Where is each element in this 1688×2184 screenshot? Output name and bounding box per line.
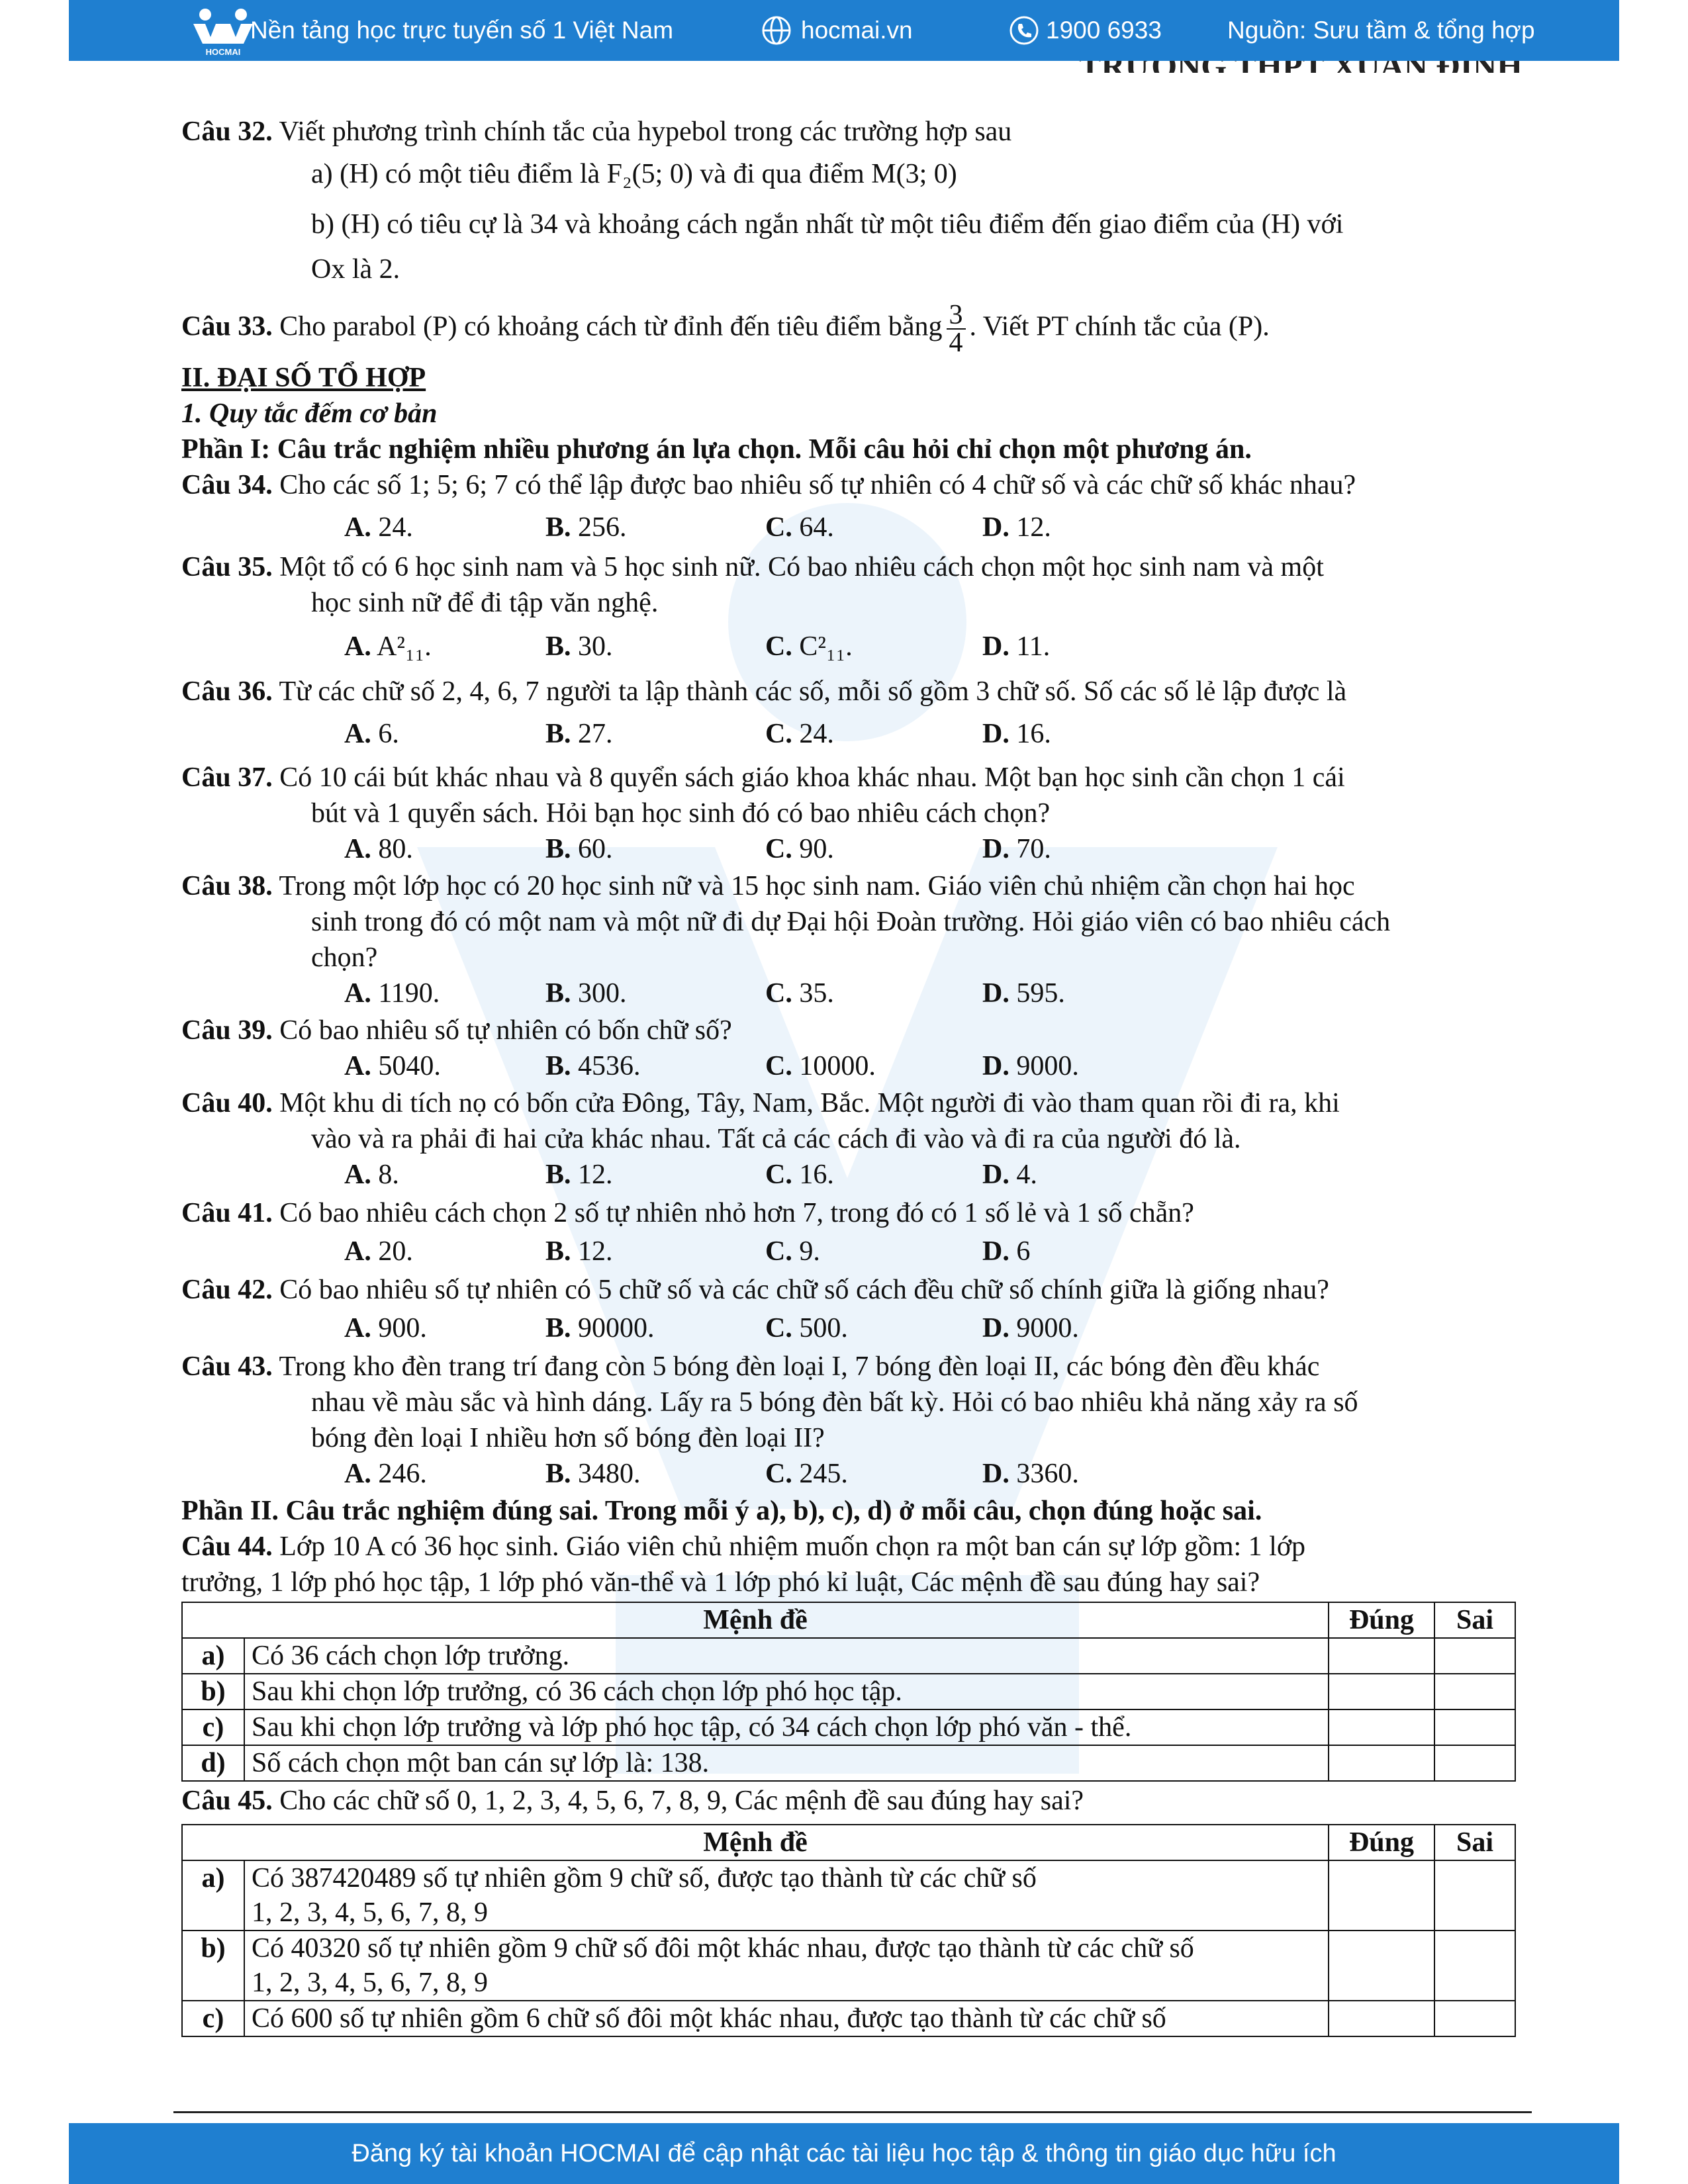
answer-options (181, 831, 1519, 867)
sai-cell[interactable] (1434, 1709, 1515, 1745)
option-d[interactable]: D. 11. (982, 631, 1051, 662)
footer-banner[interactable] (69, 2123, 1619, 2184)
option-b[interactable]: B. 3480. (545, 1459, 641, 1489)
option-c[interactable]: C. 500. (765, 1313, 848, 1343)
option-b[interactable]: B. 12. (545, 1236, 613, 1267)
option-a[interactable]: A. 20. (344, 1236, 413, 1267)
option-c[interactable]: C. 90. (765, 834, 834, 864)
answer-options (181, 510, 1519, 545)
answer-options (181, 1456, 1519, 1492)
option-d[interactable]: D. 9000. (982, 1051, 1079, 1081)
col-menh-de: Mệnh đề (182, 1825, 1329, 1860)
answer-options (181, 629, 1519, 664)
answer-options (181, 976, 1519, 1011)
option-d[interactable]: D. 16. (982, 719, 1051, 749)
table-row: b) Sau khi chọn lớp trưởng, có 36 cách chọn lớp phó học tập. (182, 1674, 1515, 1709)
sai-cell[interactable] (1434, 2001, 1515, 2036)
tagline: Nền tảng học trực tuyến số 1 Việt Nam (250, 17, 674, 44)
dung-cell[interactable] (1329, 1674, 1434, 1709)
part-1-heading: Phần I: Câu trắc nghiệm nhiều phương án lựa chọn. Mỗi câu hỏi chỉ chọn một phương án. (181, 434, 1252, 465)
answer-options (181, 1048, 1519, 1084)
option-d[interactable]: D. 70. (982, 834, 1051, 864)
source-text: Nguồn: Sưu tầm & tổng hợp (1227, 17, 1535, 44)
option-a[interactable]: A. 80. (344, 834, 413, 864)
option-c[interactable]: C. 10000. (765, 1051, 876, 1081)
option-b[interactable]: B. 60. (545, 834, 613, 864)
option-a[interactable]: A. 24. (344, 512, 413, 543)
dung-cell[interactable] (1329, 1745, 1434, 1781)
option-c[interactable]: C. C²₁₁. (765, 631, 853, 662)
question-41: Câu 41. Có bao nhiêu cách chọn 2 số tự nhiên nhỏ hơn 7, trong đó có 1 số lẻ và 1 số chẵn? (181, 1198, 1194, 1228)
option-b[interactable]: B. 300. (545, 978, 627, 1009)
option-a[interactable]: A. 8. (344, 1160, 399, 1190)
col-sai: Sai (1434, 1602, 1515, 1638)
q43-line2: nhau về màu sắc và hình dáng. Lấy ra 5 bóng đèn bất kỳ. Hỏi có bao nhiêu khả năng xảy ra số (311, 1387, 1358, 1418)
table-row: a) Có 387420489 số tự nhiên gồm 9 chữ số, được tạo thành từ các chữ số 1, 2, 3, 4, 5, 6, 7, 8, 9 (182, 1860, 1515, 1931)
q40-line2: vào và ra phải đi hai cửa khác nhau. Tất cả các cách đi vào và đi ra của người đó là. (311, 1124, 1241, 1154)
question-40: Câu 40. Một khu di tích nọ có bốn cửa Đông, Tây, Nam, Bắc. Một người đi vào tham quan rồi đi ra, khi (181, 1088, 1340, 1118)
table-row: b) Có 40320 số tự nhiên gồm 9 chữ số đôi một khác nhau, được tạo thành từ các chữ số 1, 2, 3, 4, 5, 6, 7, 8, 9 (182, 1931, 1515, 2001)
option-d[interactable]: D. 9000. (982, 1313, 1079, 1343)
website-link[interactable] (761, 0, 913, 61)
question-39: Câu 39. Có bao nhiêu số tự nhiên có bốn chữ số? (181, 1015, 732, 1046)
option-d[interactable]: D. 3360. (982, 1459, 1079, 1489)
q32-part-b-line1: b) (H) có tiêu cự là 34 và khoảng cách ngắn nhất từ một tiêu điểm đến giao điểm của (H) với (311, 209, 1344, 240)
option-a[interactable]: A. 246. (344, 1459, 427, 1489)
globe-icon (761, 15, 792, 46)
option-a[interactable]: A. 900. (344, 1313, 427, 1343)
table-row: c) Có 600 số tự nhiên gồm 6 chữ số đôi một khác nhau, được tạo thành từ các chữ số (182, 2001, 1515, 2036)
question-37: Câu 37. Có 10 cái bút khác nhau và 8 quyển sách giáo khoa khác nhau. Một bạn học sinh cần chọn 1 cái (181, 762, 1345, 793)
dung-cell[interactable] (1329, 2001, 1434, 2036)
question-45: Câu 45. Cho các chữ số 0, 1, 2, 3, 4, 5, 6, 7, 8, 9, Các mệnh đề sau đúng hay sai? (181, 1786, 1084, 1816)
option-a[interactable]: A. 5040. (344, 1051, 441, 1081)
part-2-heading: Phần II. Câu trắc nghiệm đúng sai. Trong mỗi ý a), b), c), d) ở mỗi câu, chọn đúng hoặc sai. (181, 1496, 1262, 1526)
col-dung: Đúng (1329, 1825, 1434, 1860)
option-c[interactable]: C. 35. (765, 978, 834, 1009)
table-row: c) Sau khi chọn lớp trưởng và lớp phó học tập, có 34 cách chọn lớp phó văn - thể. (182, 1709, 1515, 1745)
footer-text: Đăng ký tài khoản HOCMAI để cập nhật các tài liệu học tập & thông tin giáo dục hữu ích (352, 2139, 1336, 2167)
option-d[interactable]: D. 6 (982, 1236, 1031, 1267)
option-d[interactable]: D. 595. (982, 978, 1065, 1009)
document-body (181, 114, 1519, 2037)
answer-options (181, 1157, 1519, 1193)
phone-link[interactable] (1009, 0, 1162, 61)
sai-cell[interactable] (1434, 1638, 1515, 1674)
dung-cell[interactable] (1329, 1931, 1434, 2001)
question-44: Câu 44. Lớp 10 A có 36 học sinh. Giáo viên chủ nhiệm muốn chọn ra một ban cán sự lớp gồm: 1 lớp (181, 1531, 1306, 1562)
table-row: d) Số cách chọn một ban cán sự lớp là: 138. (182, 1745, 1515, 1781)
answer-options (181, 1310, 1519, 1346)
col-sai: Sai (1434, 1825, 1515, 1860)
question-42: Câu 42. Có bao nhiêu số tự nhiên có 5 chữ số và các chữ số cách đều chữ số chính giữa là giống nhau? (181, 1275, 1329, 1305)
col-dung: Đúng (1329, 1602, 1434, 1638)
phone-text: 1900 6933 (1046, 17, 1162, 44)
q35-line2: học sinh nữ để đi tập văn nghệ. (311, 588, 659, 618)
question-35: Câu 35. Một tổ có 6 học sinh nam và 5 học sinh nữ. Có bao nhiêu cách chọn một học sinh nam và một (181, 552, 1324, 582)
option-d[interactable]: D. 12. (982, 512, 1051, 543)
website-text: hocmai.vn (801, 17, 913, 44)
question-36: Câu 36. Từ các chữ số 2, 4, 6, 7 người ta lập thành các số, mỗi số gồm 3 chữ số. Số các số lẻ lập được là (181, 676, 1347, 707)
option-b[interactable]: B. 30. (545, 631, 613, 662)
option-b[interactable]: B. 12. (545, 1160, 613, 1190)
option-b[interactable]: B. 27. (545, 719, 613, 749)
fraction: $\frac{3}{4}$ (947, 302, 966, 356)
top-banner (69, 0, 1619, 61)
q44-table (181, 1602, 1516, 1782)
q32-part-b-line2: Ox là 2. (311, 254, 400, 285)
q43-line3: bóng đèn loại I nhiều hơn số bóng đèn loại II? (311, 1423, 825, 1453)
phone-icon (1009, 15, 1039, 46)
question-32: Câu 32. Viết phương trình chính tắc của hypebol trong các trường hợp sau (181, 116, 1012, 147)
col-menh-de: Mệnh đề (182, 1602, 1329, 1638)
option-a[interactable]: A. A²₁₁. (344, 631, 432, 662)
footer-divider (173, 2111, 1532, 2113)
answer-options (181, 716, 1519, 752)
option-a[interactable]: A. 6. (344, 719, 399, 749)
sai-cell[interactable] (1434, 1745, 1515, 1781)
option-d[interactable]: D. 4. (982, 1160, 1037, 1190)
option-c[interactable]: C. 245. (765, 1459, 848, 1489)
dung-cell[interactable] (1329, 1638, 1434, 1674)
q37-line2: bút và 1 quyển sách. Hỏi bạn học sinh đó có bao nhiêu cách chọn? (311, 798, 1051, 829)
q45-table (181, 1824, 1516, 2037)
answer-options (181, 1234, 1519, 1269)
q38-line2: sinh trong đó có một nam và một nữ đi dự Đại hội Đoàn trường. Hỏi giáo viên có bao nhiêu cách (311, 907, 1391, 937)
subsection-heading: 1. Quy tắc đếm cơ bản (181, 398, 438, 429)
option-b[interactable]: B. 90000. (545, 1313, 655, 1343)
option-a[interactable]: A. 1190. (344, 978, 440, 1009)
table-row: a) Có 36 cách chọn lớp trưởng. (182, 1638, 1515, 1674)
sai-cell[interactable] (1434, 1931, 1515, 2001)
option-c[interactable]: C. 16. (765, 1160, 834, 1190)
option-b[interactable]: B. 4536. (545, 1051, 641, 1081)
option-c[interactable]: C. 24. (765, 719, 834, 749)
q38-line3: chọn? (311, 942, 378, 973)
option-c[interactable]: C. 64. (765, 512, 834, 543)
section-heading: II. ĐẠI SỐ TỔ HỢP (181, 363, 426, 393)
svg-text:HOCMAI: HOCMAI (205, 47, 241, 57)
dung-cell[interactable] (1329, 1860, 1434, 1931)
question-38: Câu 38. Trong một lớp học có 20 học sinh nữ và 15 học sinh nam. Giáo viên chủ nhiệm cần chọn hai học (181, 871, 1355, 901)
q32-part-a: a) (H) có một tiêu điểm là F₂(5; 0) và đi qua điểm M(3; 0) (311, 159, 957, 189)
dung-cell[interactable] (1329, 1709, 1434, 1745)
question-34: Câu 34. Cho các số 1; 5; 6; 7 có thể lập được bao nhiêu số tự nhiên có 4 chữ số và các chữ số khác nhau? (181, 470, 1356, 500)
question-33: Câu 33. Cho parabol (P) có khoảng cách từ đỉnh đến tiêu điểm bằng $\frac{3}{4}$ . Viết PT chính tắc của (P). (181, 300, 1270, 358)
option-b[interactable]: B. 256. (545, 512, 627, 543)
question-43: Câu 43. Trong kho đèn trang trí đang còn 5 bóng đèn loại I, 7 bóng đèn loại II, các bóng đèn đều khác (181, 1351, 1320, 1382)
option-c[interactable]: C. 9. (765, 1236, 820, 1267)
sai-cell[interactable] (1434, 1860, 1515, 1931)
sai-cell[interactable] (1434, 1674, 1515, 1709)
q44-line2: trưởng, 1 lớp phó học tập, 1 lớp phó văn-thể và 1 lớp phó kỉ luật, Các mệnh đề sau đúng hay sai? (181, 1567, 1260, 1598)
